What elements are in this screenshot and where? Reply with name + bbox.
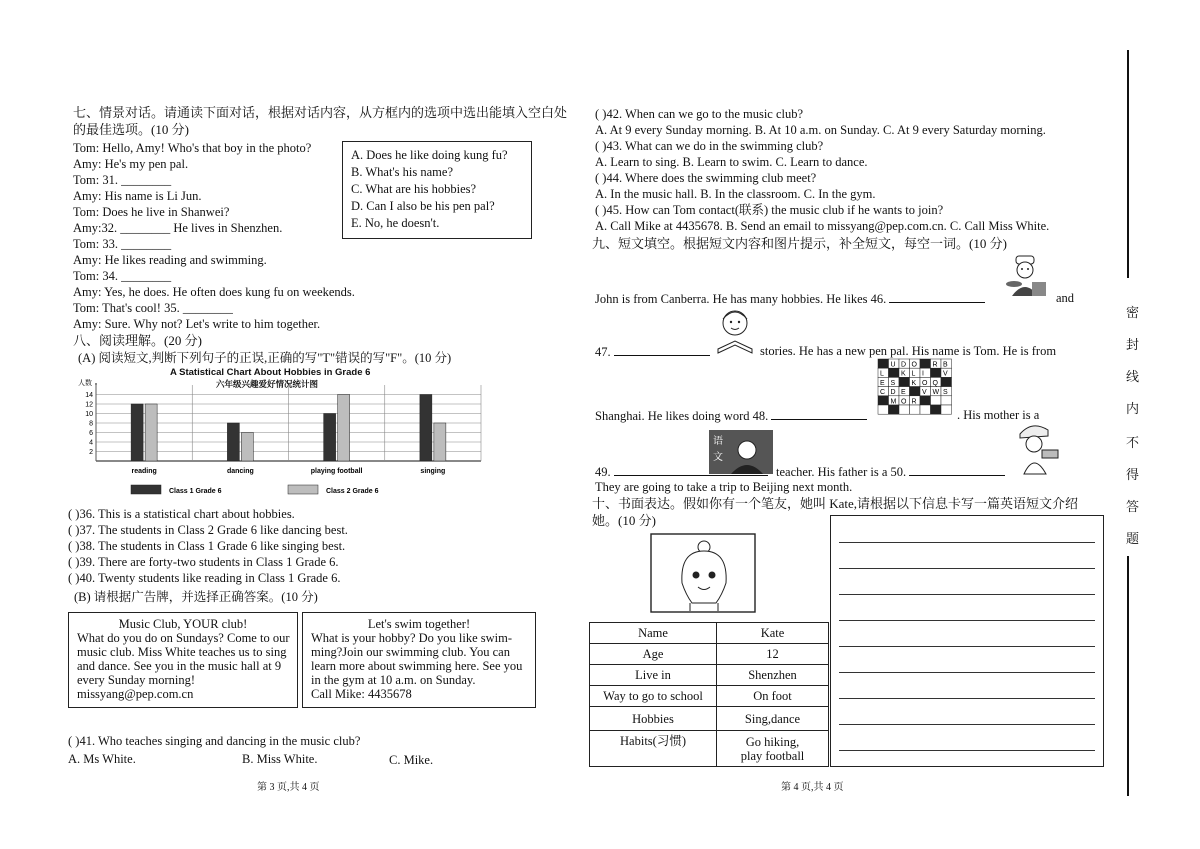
seal-char: 得: [1126, 467, 1140, 482]
puzzle-letter: C: [880, 389, 886, 397]
legend-swatch: [288, 485, 318, 494]
puzzle-letter: Q: [932, 379, 938, 387]
puzzle-cell: [920, 396, 931, 405]
y-tick-label: 14: [85, 392, 93, 399]
blank-49[interactable]: [614, 463, 768, 476]
puzzle-letter: I: [922, 370, 924, 378]
puzzle-letter: S: [890, 379, 896, 387]
writing-line: [839, 568, 1095, 569]
legend-label: Class 2 Grade 6: [326, 488, 379, 495]
writing-answer-box[interactable]: [830, 515, 1104, 767]
category-label: reading: [131, 468, 157, 475]
table-cell: Live in: [590, 665, 717, 686]
p48-text-a: [595, 407, 867, 424]
puzzle-letter: D: [901, 361, 907, 369]
puzzle-cell: [899, 377, 910, 386]
question-41: ( )41. Who teaches singing and dancing in the music club?: [68, 734, 361, 748]
bar-1: [324, 414, 336, 462]
p47-number: 47.: [595, 345, 611, 359]
swim-club-title: Let's swim together!: [367, 617, 471, 631]
bar-2: [145, 404, 157, 461]
writing-line: [839, 750, 1095, 751]
music-club-ad: [68, 612, 298, 708]
question-line: A. Learn to sing. B. Learn to swim. C. Learn to dance.: [595, 155, 868, 169]
puzzle-letter: R: [932, 361, 938, 369]
y-tick-label: 12: [85, 401, 93, 409]
word-puzzle-picture: [877, 358, 955, 416]
puzzle-cell: [931, 396, 942, 405]
music-club-title: Music Club, YOUR club!: [118, 617, 248, 631]
category-label: dancing: [226, 468, 254, 475]
q41-option-a: A. Ms White.: [68, 752, 136, 766]
table-cell: Sing,dance: [717, 707, 829, 731]
puzzle-cell: [889, 405, 900, 414]
chef-picture: [1012, 420, 1062, 476]
section10-title-line1: 十、书面表达。假如你有一个笔友，她叫 Kate,请根据以下信息卡写一篇英语短文介绍: [592, 496, 1079, 511]
kate-portrait-picture: [650, 533, 756, 613]
puzzle-letter: K: [911, 379, 917, 387]
question-line: A. At 9 every Sunday morning. B. At 10 a.m. on Sunday. C. At 9 every Saturday morning.: [595, 123, 1046, 137]
seal-char: 密: [1126, 305, 1140, 320]
puzzle-cell: [931, 405, 942, 414]
dialogue-line: Amy:32. ________ He lives in Shenzhen.: [73, 221, 283, 235]
option-a: A. Does he like doing kung fu?: [351, 148, 508, 162]
category-label: playing football: [310, 468, 363, 475]
section8-title: 八、阅读理解。(20 分): [73, 333, 202, 348]
puzzle-cell: [920, 359, 931, 368]
puzzle-letter: K: [901, 370, 906, 378]
question-line: A. Call Mike at 4435678. B. Send an email to missyang@pep.com.cn. C. Call Miss White.: [595, 219, 1050, 233]
puzzle-letter: L: [880, 370, 884, 378]
kate-info-table: [589, 622, 829, 767]
table-cell: Shenzhen: [717, 665, 829, 686]
chart-title: A Statistical Chart About Hobbies in Grade 6: [170, 367, 371, 378]
q41-option-b: B. Miss White.: [242, 752, 318, 766]
ad-line: and dance. See you in the music hall at 9: [77, 659, 282, 673]
y-tick-label: 8: [89, 420, 93, 428]
puzzle-letter: D: [890, 389, 896, 397]
dialogue-line: Amy: He's my pen pal.: [73, 157, 189, 171]
table-cell: 12: [717, 644, 829, 665]
ad-line: Call Mike: 4435678: [311, 687, 412, 701]
dialogue-line: Amy: He likes reading and swimming.: [73, 253, 267, 267]
option-e: E. No, he doesn't.: [351, 216, 440, 230]
section8-partB-title: (B) 请根据广告牌，并选择正确答案。(10 分): [74, 590, 318, 604]
puzzle-letter: B: [943, 361, 948, 369]
table-cell: Go hiking, play football: [717, 731, 829, 767]
option-d: D. Can I also be his pen pal?: [351, 199, 495, 213]
category-label: singing: [420, 468, 446, 475]
seal-char: 封: [1126, 337, 1140, 352]
question-line: ( )42. When can we go to the music club?: [595, 107, 804, 121]
puzzle-cell: [910, 387, 921, 396]
blank-46[interactable]: [889, 290, 985, 303]
puzzle-cell: [878, 405, 889, 414]
cooking-boy-picture: [1002, 252, 1052, 302]
y-tick-label: 10: [85, 411, 93, 418]
seal-char: 答: [1126, 499, 1140, 514]
reading-boy-picture: [712, 305, 758, 357]
table-row: [590, 731, 829, 767]
puzzle-cell: [941, 405, 952, 414]
seal-char: 内: [1126, 401, 1140, 416]
p46-text-a: John is from Canberra. He has many hobbies. He likes 46.: [595, 292, 887, 306]
puzzle-letter: O: [922, 379, 928, 387]
legend-swatch: [131, 485, 161, 494]
puzzle-cell: [889, 368, 900, 377]
bar-2: [338, 395, 350, 462]
puzzle-cell: [941, 377, 952, 386]
puzzle-letter: L: [911, 370, 916, 378]
bar-1: [131, 404, 143, 461]
puzzle-letter: W: [932, 389, 940, 397]
table-row: [590, 644, 829, 665]
puzzle-letter: S: [943, 389, 948, 397]
writing-line: [839, 620, 1095, 621]
ad-line: learn more about swimming here. See you: [311, 659, 523, 673]
ad-line: missyang@pep.com.cn: [77, 687, 194, 701]
table-cell: Name: [590, 623, 717, 644]
writing-line: [839, 724, 1095, 725]
table-cell: Habits(习惯): [590, 731, 717, 767]
dialogue-line: Tom: That's cool! 35. ________: [73, 301, 233, 315]
puzzle-cell: [931, 368, 942, 377]
table-cell: Hobbies: [590, 707, 717, 731]
ad-line: music club. Miss White teaches us to sing: [77, 645, 287, 659]
svg-text:语: 语: [713, 436, 723, 447]
puzzle-letter: O: [901, 398, 907, 406]
writing-line: [839, 698, 1095, 699]
p46-text: [595, 290, 985, 307]
dialogue-line: Tom: 34. ________: [73, 269, 172, 283]
page-number-right: 第 4 页,共 4 页: [781, 782, 844, 793]
page-number-left: 第 3 页,共 4 页: [257, 782, 320, 793]
table-row: [590, 623, 829, 644]
y-axis-label: 人数: [78, 379, 92, 387]
p47-text-b: stories. He has a new pen pal. His name is Tom. He is from: [760, 344, 1057, 358]
question-line: ( )43. What can we do in the swimming club?: [595, 139, 824, 153]
question-line: ( )44. Where does the swimming club meet?: [595, 171, 817, 185]
question-line: A. In the music hall. B. In the classroom. C. In the gym.: [595, 187, 876, 201]
y-tick-label: 4: [89, 439, 93, 447]
statement-37: ( )37. The students in Class 2 Grade 6 like dancing best.: [68, 523, 348, 537]
table-cell: Kate: [717, 623, 829, 644]
seal-line-top: [1127, 50, 1129, 278]
y-tick-label: 6: [89, 430, 93, 437]
puzzle-cell: [878, 359, 889, 368]
puzzle-letter: M: [890, 398, 897, 406]
ad-line: What do you do on Sundays? Come to our: [77, 631, 290, 645]
puzzle-letter: O: [911, 361, 917, 369]
section10-title-line2: 她。(10 分): [592, 513, 656, 528]
bar-1: [420, 395, 432, 462]
p48-text-b: . His mother is a: [957, 408, 1040, 422]
p49-number: 49.: [595, 465, 611, 479]
puzzle-letter: U: [890, 361, 896, 369]
p47-text-a: [595, 343, 710, 360]
section9-title: 九、短文填空。根据短文内容和图片提示，补全短文，每空一词。(10 分): [592, 236, 1007, 251]
p46-and: and: [1056, 291, 1075, 305]
writing-line: [839, 542, 1095, 543]
writing-line: [839, 672, 1095, 673]
dialogue-line: Tom: Does he live in Shanwei?: [73, 205, 230, 219]
dialogue-line: Tom: Hello, Amy! Who's that boy in the photo?: [73, 141, 312, 155]
puzzle-letter: R: [911, 398, 917, 406]
puzzle-cell: [878, 396, 889, 405]
blank-50[interactable]: [909, 463, 1005, 476]
table-cell: On foot: [717, 686, 829, 707]
dialogue-line: Amy: His name is Li Jun.: [73, 189, 202, 203]
svg-text:文: 文: [713, 452, 723, 463]
statement-39: ( )39. There are forty-two students in Class 1 Grade 6.: [68, 555, 339, 569]
dialogue-line: Tom: 31. ________: [73, 173, 172, 187]
dialogue-line: Amy: Yes, he does. He often does kung fu on weekends.: [73, 285, 355, 299]
ad-line: ming?Join our swimming club. You can: [311, 645, 510, 659]
legend-label: Class 1 Grade 6: [169, 488, 222, 495]
q41-option-c: C. Mike.: [389, 753, 434, 767]
writing-line: [839, 594, 1095, 595]
dialogue-line: Tom: 33. ________: [73, 237, 172, 251]
puzzle-letter: V: [943, 370, 948, 378]
bar-1: [227, 423, 239, 461]
puzzle-letter: V: [922, 389, 927, 397]
writing-line: [839, 646, 1095, 647]
statement-40: ( )40. Twenty students like reading in Class 1 Grade 6.: [68, 571, 341, 585]
table-row: [590, 665, 829, 686]
puzzle-letter: E: [901, 389, 906, 397]
puzzle-cell: [910, 405, 921, 414]
option-c: C. What are his hobbies?: [351, 182, 477, 196]
question-line: ( )45. How can Tom contact(联系) the music club if he wants to join?: [595, 203, 944, 217]
seal-char: 题: [1126, 531, 1140, 546]
bar-2: [241, 433, 253, 462]
options-box: [342, 141, 532, 239]
ad-line: every Sunday morning!: [77, 673, 196, 687]
puzzle-cell: [920, 405, 931, 414]
blank-48[interactable]: [771, 407, 867, 420]
statement-36: ( )36. This is a statistical chart about hobbies.: [68, 507, 295, 521]
blank-47[interactable]: [614, 343, 710, 356]
table-cell: Way to go to school: [590, 686, 717, 707]
swim-club-ad: [302, 612, 536, 708]
section8-partA-title: (A) 阅读短文,判断下列句子的正误,正确的写"T"错误的写"F"。(10 分): [78, 351, 452, 365]
seal-line-bottom: [1127, 556, 1129, 796]
y-tick-label: 2: [89, 449, 93, 456]
chart-subtitle: 六年级兴趣爱好情况统计图: [216, 379, 319, 389]
section7-title-line1: 七、情景对话。请通读下面对话，根据对话内容，从方框内的选项中选出能填入空白处: [73, 105, 568, 120]
puzzle-cell: [941, 396, 952, 405]
ad-line: in the gym at 10 a.m. on Sunday.: [311, 673, 476, 687]
dialogue-line: Amy: Sure. Why not? Let's write to him together.: [73, 317, 321, 331]
ad-line: What is your hobby? Do you like swim-: [311, 631, 513, 645]
statement-38: ( )38. The students in Class 1 Grade 6 like singing best.: [68, 539, 346, 553]
seal-char: 不: [1126, 435, 1140, 450]
option-b: B. What's his name?: [351, 165, 454, 179]
seal-char: 线: [1126, 369, 1140, 384]
hobbies-bar-chart: [76, 375, 496, 505]
section7-title-line2: 的最佳选项。(10 分): [73, 122, 189, 137]
table-row: [590, 686, 829, 707]
puzzle-letter: E: [880, 379, 885, 387]
table-cell: Age: [590, 644, 717, 665]
p48-text: Shanghai. He likes doing word 48.: [595, 409, 769, 423]
table-row: [590, 707, 829, 731]
puzzle-cell: [899, 405, 910, 414]
p49-text: teacher. His father is a 50.: [776, 465, 907, 479]
p50-text: They are going to take a trip to Beijing next month.: [595, 480, 853, 494]
bar-2: [434, 423, 446, 461]
p49-text-a: [595, 463, 768, 480]
p49-text-b: [776, 463, 1005, 480]
